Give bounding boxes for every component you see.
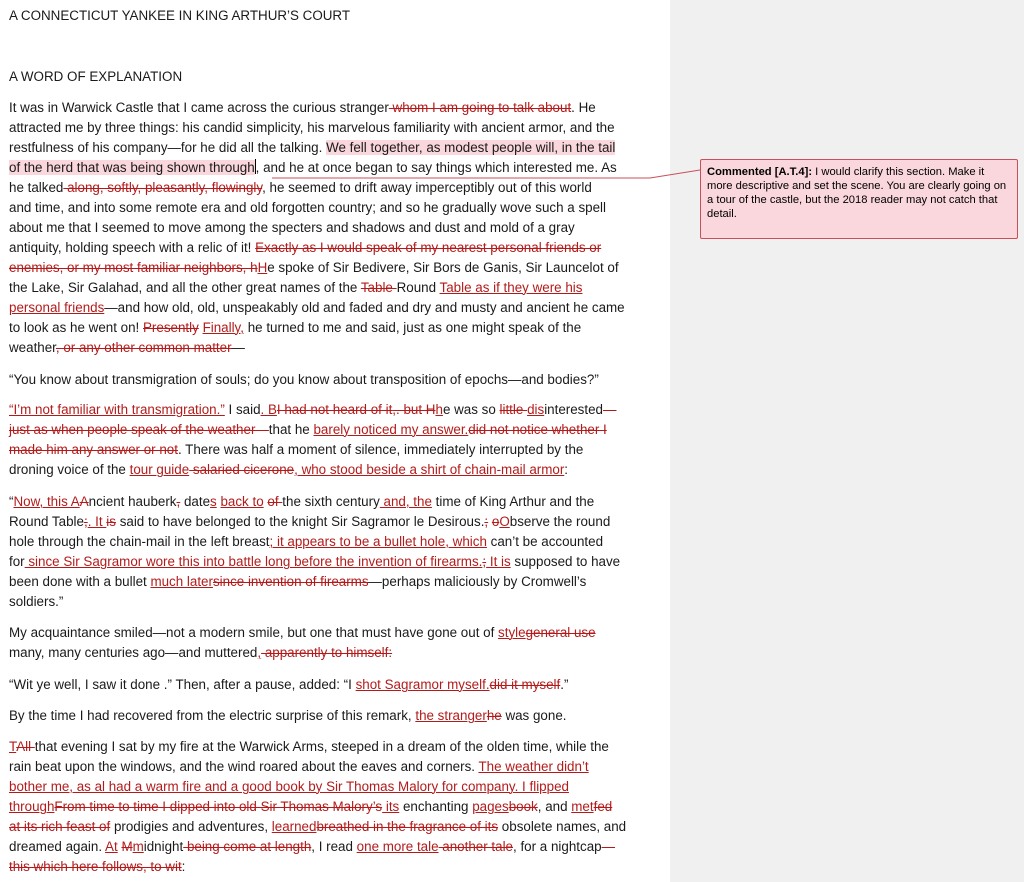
text-line[interactable] xyxy=(9,318,581,338)
tracked-deletion: ,. xyxy=(392,402,404,417)
tracked-deletion: of xyxy=(267,494,283,509)
text-run: .” xyxy=(560,677,569,692)
tracked-insertion: its xyxy=(382,799,400,814)
text-run: he talked xyxy=(9,180,64,195)
tracked-insertion: Now, this A xyxy=(13,494,80,509)
tracked-insertion: dis xyxy=(527,402,545,417)
tracked-deletion: , or any other common matter xyxy=(55,340,232,355)
tracked-insertion: personal friends xyxy=(9,300,105,315)
text-run: By the time I had recovered from the electric surprise of this remark, xyxy=(9,708,416,723)
text-run: obsolete names, and xyxy=(498,819,627,834)
tracked-insertion: O xyxy=(499,514,510,529)
tracked-deletion: did not notice whether I xyxy=(468,422,607,437)
tracked-insertion: the stranger xyxy=(415,708,487,723)
text-line[interactable] xyxy=(9,737,609,757)
tracked-insertion: shot Sagramor myself. xyxy=(355,677,490,692)
text-line[interactable] xyxy=(9,706,566,726)
text-run: , he seemed to drift away imperceptibly out of this world xyxy=(262,180,592,195)
text-run: , and xyxy=(537,799,572,814)
tracked-insertion: and, the xyxy=(379,494,432,509)
tracked-deletion: along, softly, pleasantly, flowingly xyxy=(63,180,263,195)
text-run: for xyxy=(9,554,25,569)
tracked-insertion: ; it appears to be a bullet hole, which xyxy=(269,534,487,549)
tracked-deletion: All xyxy=(16,739,35,754)
text-run: said to have belonged to the knight Sir Sagramor le Desirous. xyxy=(115,514,485,529)
tracked-insertion: since Sir Sagramor wore this into battle long before the invention of firearms. xyxy=(24,554,483,569)
text-line[interactable] xyxy=(9,400,616,420)
tracked-deletion: book xyxy=(508,799,538,814)
tracked-deletion: just as when people speak of the weather— xyxy=(9,422,269,437)
text-line[interactable] xyxy=(9,6,350,26)
text-run: antiquity, holding speech with a relic of it! xyxy=(9,240,256,255)
text-run: many, many centuries ago—and muttered xyxy=(9,645,258,660)
text-run: : xyxy=(564,462,569,477)
text-run: . There was half a moment of silence, immediately interrupted by the xyxy=(177,442,584,457)
text-line[interactable] xyxy=(9,817,626,837)
text-run: rain beat upon the windows, and the wind roared about the eaves and corners. xyxy=(9,759,479,774)
comment-margin xyxy=(670,0,1024,882)
text-run: Round xyxy=(396,280,440,295)
tracked-deletion: ; xyxy=(83,514,88,529)
text-run: “You know about transmigration of souls; do you know about transposition of epochs—and bodies?” xyxy=(9,372,599,387)
text-line[interactable] xyxy=(9,492,594,512)
tracked-insertion: one more tale xyxy=(356,839,439,854)
tracked-deletion: Exactly as I would speak of my nearest personal friends or xyxy=(255,240,602,255)
text-line[interactable] xyxy=(9,837,615,857)
text-run: weather xyxy=(9,340,56,355)
text-run: supposed to have xyxy=(510,554,621,569)
tracked-deletion: at its rich feast of xyxy=(9,819,111,834)
text-run: hole through the chain-mail in the left breast xyxy=(9,534,270,549)
tracked-insertion: h xyxy=(435,402,443,417)
text-run: A CONNECTICUT YANKEE IN KING ARTHUR’S COURT xyxy=(9,8,351,23)
comment-text: I would clarify this section. Make it more descriptive and set the scene. You are clearly going on a tour of the castle, but the 2018 reader may not catch that detail. xyxy=(707,166,1007,220)
text-run: prodigies and adventures, xyxy=(110,819,272,834)
tracked-deletion: another tale xyxy=(438,839,514,854)
tracked-deletion: whom I am going to talk about xyxy=(388,100,572,115)
text-run: interested xyxy=(544,402,603,417)
tracked-insertion: H xyxy=(257,260,268,275)
text-line[interactable] xyxy=(9,178,592,198)
text-run: . He xyxy=(571,100,596,115)
tracked-deletion: — xyxy=(601,839,615,854)
text-line[interactable] xyxy=(9,440,583,460)
tracked-deletion: he xyxy=(486,708,502,723)
text-line[interactable] xyxy=(9,198,606,218)
text-run: e was so xyxy=(442,402,500,417)
text-line[interactable] xyxy=(9,512,610,532)
tracked-deletion: since invention of firearms xyxy=(212,574,369,589)
text-run: “ xyxy=(9,494,14,509)
tracked-deletion: o xyxy=(491,514,500,529)
text-run: to look as he went on! xyxy=(9,320,143,335)
text-line[interactable] xyxy=(9,777,569,797)
text-run: was gone. xyxy=(501,708,567,723)
tracked-insertion: , who stood beside a shirt of chain-mail armor xyxy=(294,462,565,477)
text-run: that he xyxy=(268,422,314,437)
tracked-deletion: made him any answer or not xyxy=(9,442,178,457)
text-line[interactable] xyxy=(9,258,619,278)
tracked-deletion: Presently xyxy=(143,320,199,335)
text-run: time of King Arthur and the xyxy=(431,494,595,509)
tracked-deletion: apparently to himself: xyxy=(261,645,393,660)
commented-text-highlight: of the herd that was being shown through xyxy=(9,160,255,175)
tracked-insertion: m xyxy=(132,839,144,854)
tracked-insertion: At xyxy=(105,839,118,854)
text-line[interactable] xyxy=(9,98,596,118)
text-run: I said xyxy=(224,402,261,417)
text-line[interactable] xyxy=(9,420,607,440)
text-line[interactable] xyxy=(9,118,615,138)
tracked-insertion: Table as if they were his xyxy=(439,280,583,295)
text-line[interactable] xyxy=(9,675,568,695)
text-run: the sixth century xyxy=(282,494,380,509)
tracked-insertion: s xyxy=(210,494,217,509)
text-run: restfulness of his company—for he did all the talking. xyxy=(9,140,327,155)
text-line[interactable] xyxy=(9,218,575,238)
text-line[interactable] xyxy=(9,857,185,877)
text-run: enchanting xyxy=(399,799,473,814)
text-run: It was in Warwick Castle that I came across the curious stranger xyxy=(9,100,389,115)
text-line[interactable] xyxy=(9,298,625,318)
text-line[interactable] xyxy=(9,623,596,643)
text-run: e spoke of Sir Bedivere, Sir Bors de Ganis, Sir Launcelot of xyxy=(267,260,619,275)
text-run: that evening I sat by my fire at the Warwick Arms, steeped in a dream of the olden time, while the xyxy=(34,739,609,754)
tracked-insertion: barely noticed my answer. xyxy=(313,422,469,437)
text-run: he turned to me and said, just as one might speak of the xyxy=(243,320,582,335)
tracked-deletion: ; xyxy=(484,514,489,529)
tracked-insertion: “I’m not familiar with transmigration.” xyxy=(9,402,225,417)
text-line[interactable] xyxy=(9,572,586,592)
tracked-insertion: , xyxy=(257,645,262,660)
text-run: date xyxy=(180,494,211,509)
tracked-deletion: is xyxy=(106,514,116,529)
tracked-deletion: salaried cicerone xyxy=(189,462,295,477)
text-run: soldiers.” xyxy=(9,594,64,609)
text-line[interactable] xyxy=(9,278,582,298)
commented-text-highlight: We fell together, as modest people will, in the tail xyxy=(326,140,616,155)
tracked-insertion: met xyxy=(571,799,594,814)
tracked-insertion: It is xyxy=(486,554,511,569)
tracked-deletion: A xyxy=(79,494,89,509)
tracked-insertion: pages xyxy=(472,799,509,814)
text-run: , and he at once began to say things which interested me. As xyxy=(255,160,617,175)
text-run: Round Table xyxy=(9,514,84,529)
tracked-deletion: this which here follows, to wit xyxy=(9,859,182,874)
tracked-insertion: tour guide xyxy=(129,462,190,477)
tracked-deletion: Table xyxy=(360,280,397,295)
tracked-insertion: style xyxy=(498,625,526,640)
tracked-deletion: little xyxy=(499,402,528,417)
text-line[interactable] xyxy=(9,460,568,480)
tracked-insertion: The weather didn’t xyxy=(478,759,589,774)
text-run: the Lake, Sir Galahad, and all the other great names of the xyxy=(9,280,361,295)
tracked-insertion: bother me, as al had a warm fire and a good book by Sir Thomas Malory for company. I flipped xyxy=(9,779,569,794)
tracked-deletion: fed xyxy=(593,799,613,814)
tracked-insertion: T xyxy=(9,739,17,754)
comment-author: Commented [A.T.4]: xyxy=(707,166,813,178)
tracked-insertion: . B xyxy=(260,402,277,417)
text-run: , I read xyxy=(311,839,357,854)
text-run: about me that I seemed to move among the specters and shadows and dust and mold of a gray xyxy=(9,220,575,235)
text-run: and time, and into some remote era and old forgotten country; and so he gradually wove such a spell xyxy=(9,200,606,215)
text-line[interactable] xyxy=(9,757,589,777)
tracked-insertion: learned xyxy=(271,819,317,834)
text-run: , for a nightcap xyxy=(513,839,602,854)
tracked-insertion: much later xyxy=(150,574,213,589)
text-line[interactable] xyxy=(9,338,245,358)
text-run: : xyxy=(181,859,186,874)
text-run: — xyxy=(231,340,245,355)
tracked-insertion: back to xyxy=(220,494,264,509)
tracked-insertion: through xyxy=(9,799,55,814)
text-run: idnight xyxy=(143,839,184,854)
tracked-deletion: did it myself xyxy=(489,677,561,692)
text-line[interactable] xyxy=(9,138,615,158)
text-line[interactable] xyxy=(9,158,617,178)
text-line[interactable] xyxy=(9,370,599,390)
text-line[interactable] xyxy=(9,797,612,817)
text-run: can’t be accounted xyxy=(486,534,604,549)
tracked-insertion: Finally, xyxy=(202,320,244,335)
tracked-deletion: From time to time I dipped into old Sir Thomas Malory’s xyxy=(54,799,383,814)
tracked-deletion: M xyxy=(121,839,133,854)
text-line[interactable] xyxy=(9,643,392,663)
text-run: “Wit ye well, I saw it done .” Then, after a pause, added: “I xyxy=(9,677,356,692)
tracked-deletion: breathed in the fragrance of its xyxy=(316,819,499,834)
tracked-deletion: — xyxy=(603,402,617,417)
text-run: attracted me by three things: his candid simplicity, his marvelous familiarity with ancient armor, and the xyxy=(9,120,615,135)
tracked-deletion: I had not heard of it xyxy=(276,402,393,417)
text-line[interactable] xyxy=(9,592,63,612)
tracked-deletion: ; xyxy=(482,554,487,569)
text-run: bserve the round xyxy=(509,514,611,529)
text-run: droning voice of the xyxy=(9,462,130,477)
text-run: been done with a bullet xyxy=(9,574,151,589)
text-run: dreamed again. xyxy=(9,839,106,854)
text-line[interactable] xyxy=(9,552,620,572)
text-run: ncient hauberk xyxy=(88,494,177,509)
text-run: —and how old, old, unspeakably old and faded and dry and musty and ancient he came xyxy=(104,300,625,315)
text-line[interactable] xyxy=(9,238,601,258)
tracked-deletion: general use xyxy=(525,625,596,640)
text-line[interactable] xyxy=(9,67,182,87)
text-run: A WORD OF EXPLANATION xyxy=(9,69,183,84)
comment-balloon[interactable] xyxy=(700,159,1018,239)
text-run: —perhaps maliciously by Cromwell’s xyxy=(368,574,587,589)
text-run: My acquaintance smiled—not a modern smile, but one that must have gone out of xyxy=(9,625,499,640)
tracked-insertion: . It xyxy=(87,514,107,529)
tracked-deletion: enemies, or my most familiar neighbors, h xyxy=(9,260,258,275)
tracked-deletion: , xyxy=(176,494,181,509)
text-line[interactable] xyxy=(9,532,603,552)
tracked-deletion: but H xyxy=(403,402,436,417)
tracked-deletion: being come at length xyxy=(183,839,312,854)
